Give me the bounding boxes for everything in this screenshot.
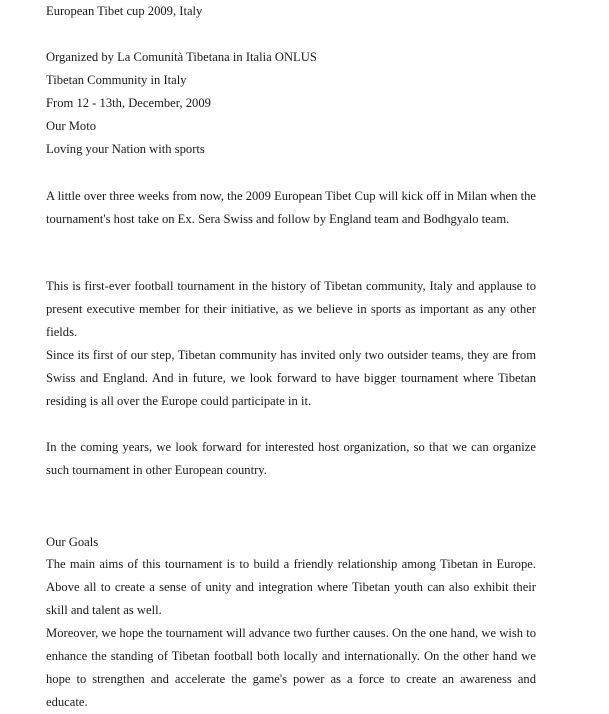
community-line: Tibetan Community in Italy bbox=[46, 73, 187, 87]
organizer-line: Organized by La Comunità Tibetana in Italia ONLUS bbox=[46, 50, 317, 64]
motto-text: Loving your Nation with sports bbox=[46, 142, 205, 156]
goals-paragraph: The main aims of this tournament is to build a friendly relationship among Tibetan in Europe. Above all to create a sense of unity and integration where Tibetan youth can also exhibit their skill and talent as well. bbox=[46, 557, 536, 617]
history-paragraph: This is first-ever football tournament in the history of Tibetan community, Italy and applause to present executive member for their initiative, as we believe in sports as important as any other fields. bbox=[46, 279, 536, 339]
future-paragraph: In the coming years, we look forward for interested host organization, so that we can organize such tournament in other European country. bbox=[46, 440, 536, 477]
intro-paragraph: A little over three weeks from now, the 2009 European Tibet Cup will kick off in Milan when the tournament's host take on Ex. Sera Swiss and follow by England team and Bodhgyalo team. bbox=[46, 189, 536, 226]
date-line: From 12 - 13th, December, 2009 bbox=[46, 96, 211, 110]
motto-heading: Our Moto bbox=[46, 119, 97, 133]
goals-heading: Our Goals bbox=[46, 535, 99, 549]
document-title: European Tibet cup 2009, Italy bbox=[46, 4, 203, 18]
causes-paragraph: Moreover, we hope the tournament will advance two further causes. On the one hand, we wish to enhance the standing of Tibetan football both locally and internationally. On the other hand we hope to strengthen and accelerate the game's power as a force to create an awareness and educate. bbox=[46, 626, 536, 709]
outsiders-paragraph: Since its first of our step, Tibetan community has invited only two outsider teams, they are from Swiss and England. And in future, we look forward to have bigger tournament where Tibetan residing is all over the Europe could participate in it. bbox=[46, 348, 536, 408]
